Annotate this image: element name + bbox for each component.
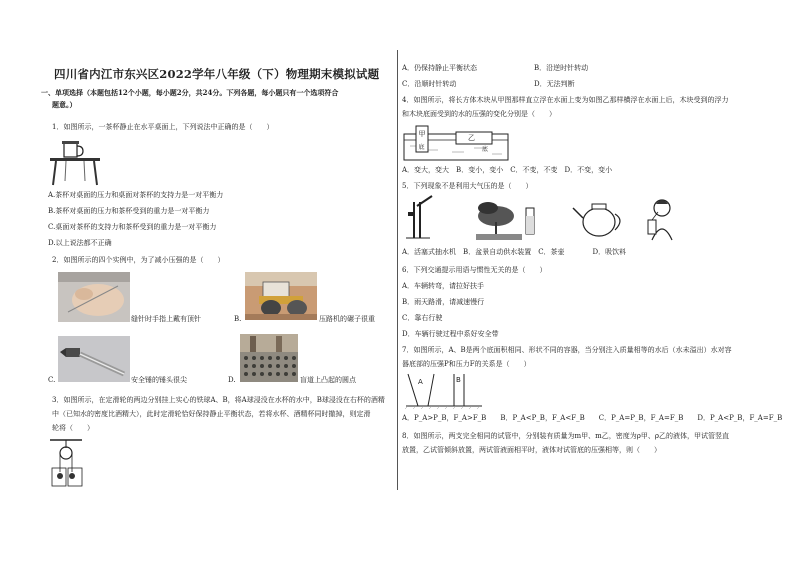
q6-stem: 6．下列交通提示用语与惯性无关的是（ ） bbox=[402, 266, 547, 274]
q2-thimble-photo bbox=[58, 272, 130, 322]
q7-options: A．P_A>P_B，F_A>F_B B．P_A<P_B，F_A<F_B C．P_A=P_B，F_A=F_B D．P_A<P_B，F_A=F_B bbox=[402, 414, 783, 422]
q6-option-c: C．靠右行驶 bbox=[402, 314, 443, 322]
q2-caption-d: 盲道上凸起的圆点 bbox=[300, 376, 356, 384]
q4-floating-block-figure bbox=[402, 122, 512, 162]
section-heading-cont: 题意。） bbox=[52, 100, 77, 109]
q2-caption-b: 压路机的碾子很重 bbox=[319, 315, 375, 323]
q3-option-a: A．仍保持静止平衡状态 bbox=[402, 64, 478, 72]
page-title: 四川省内江市东兴区2022学年八年级（下）物理期末模拟试题 bbox=[54, 67, 380, 81]
q2-label-b: B. bbox=[234, 315, 242, 323]
q4-label-di-yi: 底 bbox=[482, 146, 489, 153]
q2-stem: 2．如图所示的四个实例中，为了减小压强的是（ ） bbox=[52, 256, 225, 264]
q3-stem-line2: 中（已知水的密度比酒精大），此时定滑轮恰好保持静止平衡状态，若将水杯、酒精杯同时撤掉，则定滑 bbox=[52, 410, 371, 418]
q6-option-d: D．车辆行驶过程中系好安全带 bbox=[402, 330, 499, 338]
q1-option-d: D.以上说法都不正确 bbox=[48, 239, 112, 247]
q3-stem-line1: 3．如图所示，在定滑轮的两边分别挂上实心的铁球A、B，将A球浸没在水杯的水中，B球浸没在右杯的酒精 bbox=[52, 396, 385, 404]
q8-stem-line1: 8．如图所示，两支完全相同的试管中，分别装有质量为m甲、m乙，密度为ρ甲、ρ乙的液体，甲试管竖直 bbox=[402, 432, 729, 440]
q4-stem-line2: 和木块底面受到的水的压强的变化分别是（ ） bbox=[402, 110, 556, 118]
pump-figure bbox=[406, 196, 432, 238]
q3-option-d: D．无法判断 bbox=[534, 80, 575, 88]
q2-caption-c: 安全锤的锤头很尖 bbox=[131, 376, 187, 384]
q2-road-roller-photo bbox=[245, 272, 317, 320]
q3-pulley-figure bbox=[46, 438, 86, 488]
q2-label-c: C. bbox=[48, 376, 56, 384]
q1-option-a: A.茶杯对桌面的压力和桌面对茶杯的支持力是一对平衡力 bbox=[48, 191, 224, 199]
q2-safety-hammer-photo bbox=[58, 336, 130, 382]
q4-label-di-jia: 底 bbox=[418, 144, 425, 151]
q7-label-a: A bbox=[418, 378, 423, 386]
q3-stem-line3: 轮将（ ） bbox=[52, 424, 94, 432]
q1-stem: 1．如图所示，一茶杯静止在水平桌面上，下列说法中正确的是（ ） bbox=[52, 123, 274, 131]
q1-option-b: B.茶杯对桌面的压力和茶杯受到的重力是一对平衡力 bbox=[48, 207, 210, 215]
q2-label-d: D. bbox=[228, 376, 236, 384]
column-divider bbox=[397, 50, 398, 490]
q3-option-b: B．沿逆时针转动 bbox=[534, 64, 589, 72]
q2-tactile-paving-photo bbox=[240, 334, 298, 382]
q6-option-a: A．车辆转弯，请拉好扶手 bbox=[402, 282, 485, 290]
q7-stem-line2: 器底部的压强P和压力F的关系是（ ） bbox=[402, 360, 531, 368]
q4-label-jia: 甲 bbox=[418, 130, 426, 138]
q7-stem-line1: 7．如图所示，A、B是两个底面积相同、形状不同的容器，当分别注入质量相等的水后（水未溢出）水对容 bbox=[402, 346, 732, 354]
q5-options: A．活塞式抽水机 B．盆景自动供水装置 C．茶壶 D．吸饮料 bbox=[402, 248, 627, 256]
q4-options: A．变大，变大 B．变小，变小 C．不变，不变 D．不变，变小 bbox=[402, 166, 613, 174]
q5-figures bbox=[404, 194, 684, 244]
q4-stem-line1: 4．如图所示，将长方体木块从甲图那样直立浮在水面上变为如图乙那样横浮在水面上后，木块受到的浮力 bbox=[402, 96, 729, 104]
q1-option-c: C.桌面对茶杯的支持力和茶杯受到的重力是一对平衡力 bbox=[48, 223, 217, 231]
q5-stem: 5．下列现象不是利用大气压的是（ ） bbox=[402, 182, 533, 190]
q3-option-c: C．沿顺时针转动 bbox=[402, 80, 457, 88]
q1-table-cup-figure bbox=[48, 137, 103, 187]
q6-option-b: B．雨天路滑，请减速慢行 bbox=[402, 298, 485, 306]
q2-caption-a: 缝针时手指上戴有顶针 bbox=[131, 315, 201, 323]
q7-containers-figure bbox=[404, 370, 484, 410]
q4-label-yi: 乙 bbox=[468, 134, 475, 142]
section-heading: 一、单项选择（本题包括12个小题，每小题2分，共24分。下列各题，每小题只有一个选项符合 bbox=[41, 88, 339, 97]
q7-label-b: B bbox=[456, 376, 461, 384]
q8-stem-line2: 放置，乙试管倾斜放置，两试管液面相平时，液体对试管底的压强相等，则（ ） bbox=[402, 446, 661, 454]
